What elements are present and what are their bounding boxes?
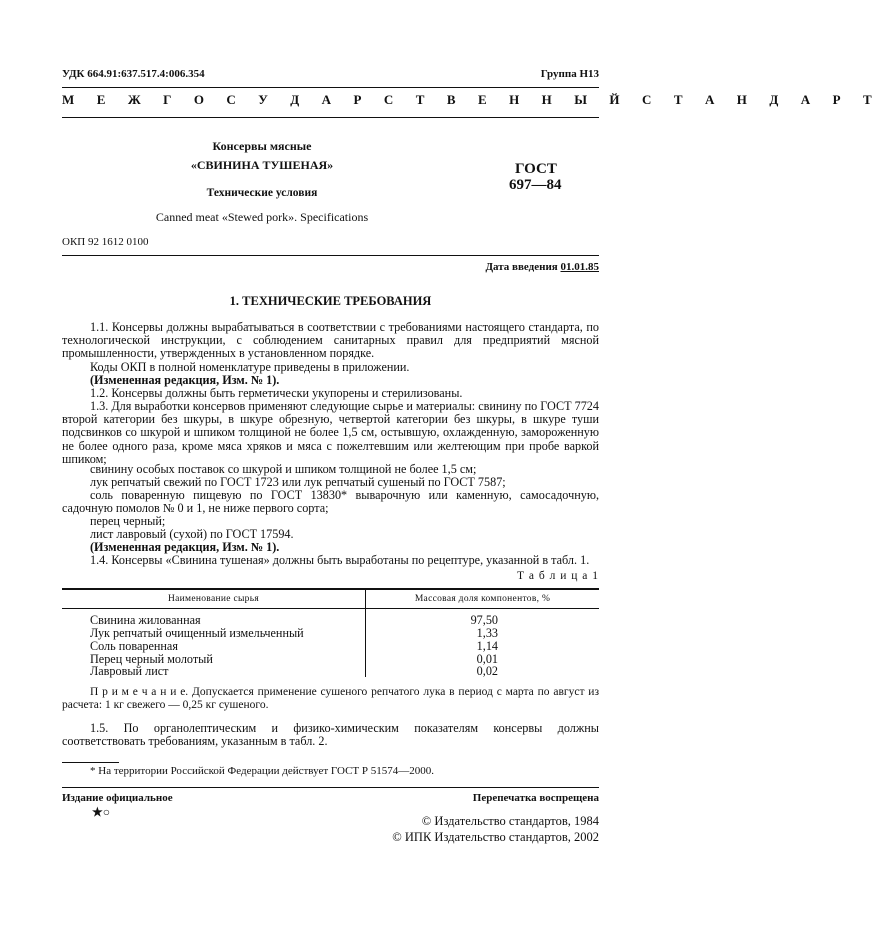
table-header-name: Наименование сырья [167,594,259,604]
interstate-standard-banner: М Е Ж Г О С У Д А Р С Т В Е Н Н Ы Й С Т А Н Д А Р Т [62,92,881,107]
note-label: П р и м е ч а н и е. [90,686,189,698]
para-1-2: 1.2. Консервы должны быть герметически укупорены и стерилизованы. [90,386,463,400]
okp-code: ОКП 92 1612 0100 [62,236,149,248]
table-cell-name: Лавровый лист [90,664,169,678]
para-1-1: 1.1. Консервы должны вырабатываться в соответствии с требованиями настоящего стандарта, по технологической инструкции, с соблюдением санитарных правил для предприятий мясной промышленности, утвержденных в установленном порядке. [62,320,599,361]
official-edition: Издание официальное [62,792,173,804]
para-1-1b: Коды ОКП в полной номенклатуре приведены в приложении. [90,360,410,374]
footer-rule [62,787,599,788]
header-rule [62,87,599,88]
gost-number: 697—84 [509,177,562,193]
table-cell-value: 97,50 [470,613,498,627]
english-title: Canned meat «Stewed pork». Specifications [155,210,369,224]
section-heading: 1. ТЕХНИЧЕСКИЕ ТРЕБОВАНИЯ [229,294,432,308]
doc-subtitle: Технические условия [206,187,318,199]
okp-rule [62,255,599,256]
para-1-4: 1.4. Консервы «Свинина тушеная» должны быть выработаны по рецептуре, указанной в табл. 1. [90,553,590,567]
reprint-prohibited: Перепечатка воспрещена [472,792,599,804]
para-1-3c: соль поваренную пищевую по ГОСТ 13830* выварочную или каменную, самосадочную, садочную помолов № 0 и 1, не ниже первого сорта; [62,488,599,516]
intro-date [485,261,599,273]
gost-label: ГОСТ [515,161,557,177]
table-cell-name: Лук репчатый очищенный измельченный [90,626,304,640]
intro-date-label: Дата введения [485,261,558,273]
table-cell-value: 0,01 [476,652,498,666]
footnote-rule [62,762,119,763]
amendment-note-1: (Измененная редакция, Изм. № 1). [90,373,280,387]
doc-title-line1: Консервы мясные [212,139,312,153]
udk-code: УДК 664.91:637.517.4:006.354 [62,68,205,80]
table-cell-value: 1,14 [476,639,498,653]
banner-rule [62,117,599,118]
table-top-rule [62,588,599,590]
table-header-share: Массовая доля компонентов, % [414,594,551,604]
doc-title-line2: «СВИНИНА ТУШЕНАЯ» [190,158,334,172]
note-text: Допускается применение сушеного репчатого лука в период с марта по август из расчета: 1 кг свежего — 0,25 кг сушеного. [62,686,599,712]
para-1-5: 1.5. По органолептическим и физико-химическим показателям консервы должны соответствовать требованиям, указанным в табл. 2. [62,721,599,749]
para-1-3b: лук репчатый свежий по ГОСТ 1723 или лук репчатый сушеный по ГОСТ 7587; [90,475,506,489]
para-1-3d: перец черный; [90,514,166,528]
table-cell-name: Соль поваренная [90,639,178,653]
table-header-rule [62,608,599,609]
copyright-2002: © ИПК Издательство стандартов, 2002 [392,830,599,844]
amendment-note-2: (Измененная редакция, Изм. № 1). [90,540,280,554]
footnote: * На территории Российской Федерации действует ГОСТ Р 51574—2000. [90,765,435,777]
para-1-3e: лист лавровый (сухой) по ГОСТ 17594. [90,527,294,541]
para-1-3a: свинину особых поставок со шкурой и шпиком толщиной не более 1,5 см; [90,462,477,476]
edition-mark-icon: ★○ [92,805,111,819]
table-cell-name: Перец черный молотый [90,652,213,666]
table-cell-value: 1,33 [476,626,498,640]
copyright-1984: © Издательство стандартов, 1984 [421,814,599,828]
table-cell-name: Свинина жилованная [90,613,201,627]
table-cell-value: 0,02 [476,664,498,678]
group-code: Группа Н13 [540,68,599,80]
para-1-3: 1.3. Для выработки консервов применяют следующие сырье и материалы: свинину по ГОСТ 7724 второй категории без шкуры, в шкуре обрезную, четвертой категории без шкуры, в шкуре туши подсвинков со шкурой и шпиком толщиной не более 1,5 см, остывшую, охлажденную, замороженную не более одного раза, кроме мяса хряков и мяса с пожелтевшим или желтеющим при пробе варкой шпиком; [62,399,599,466]
table-note [62,686,599,712]
table-caption: Т а б л и ц а 1 [516,570,599,582]
intro-date-value: 01.01.85 [560,261,599,273]
